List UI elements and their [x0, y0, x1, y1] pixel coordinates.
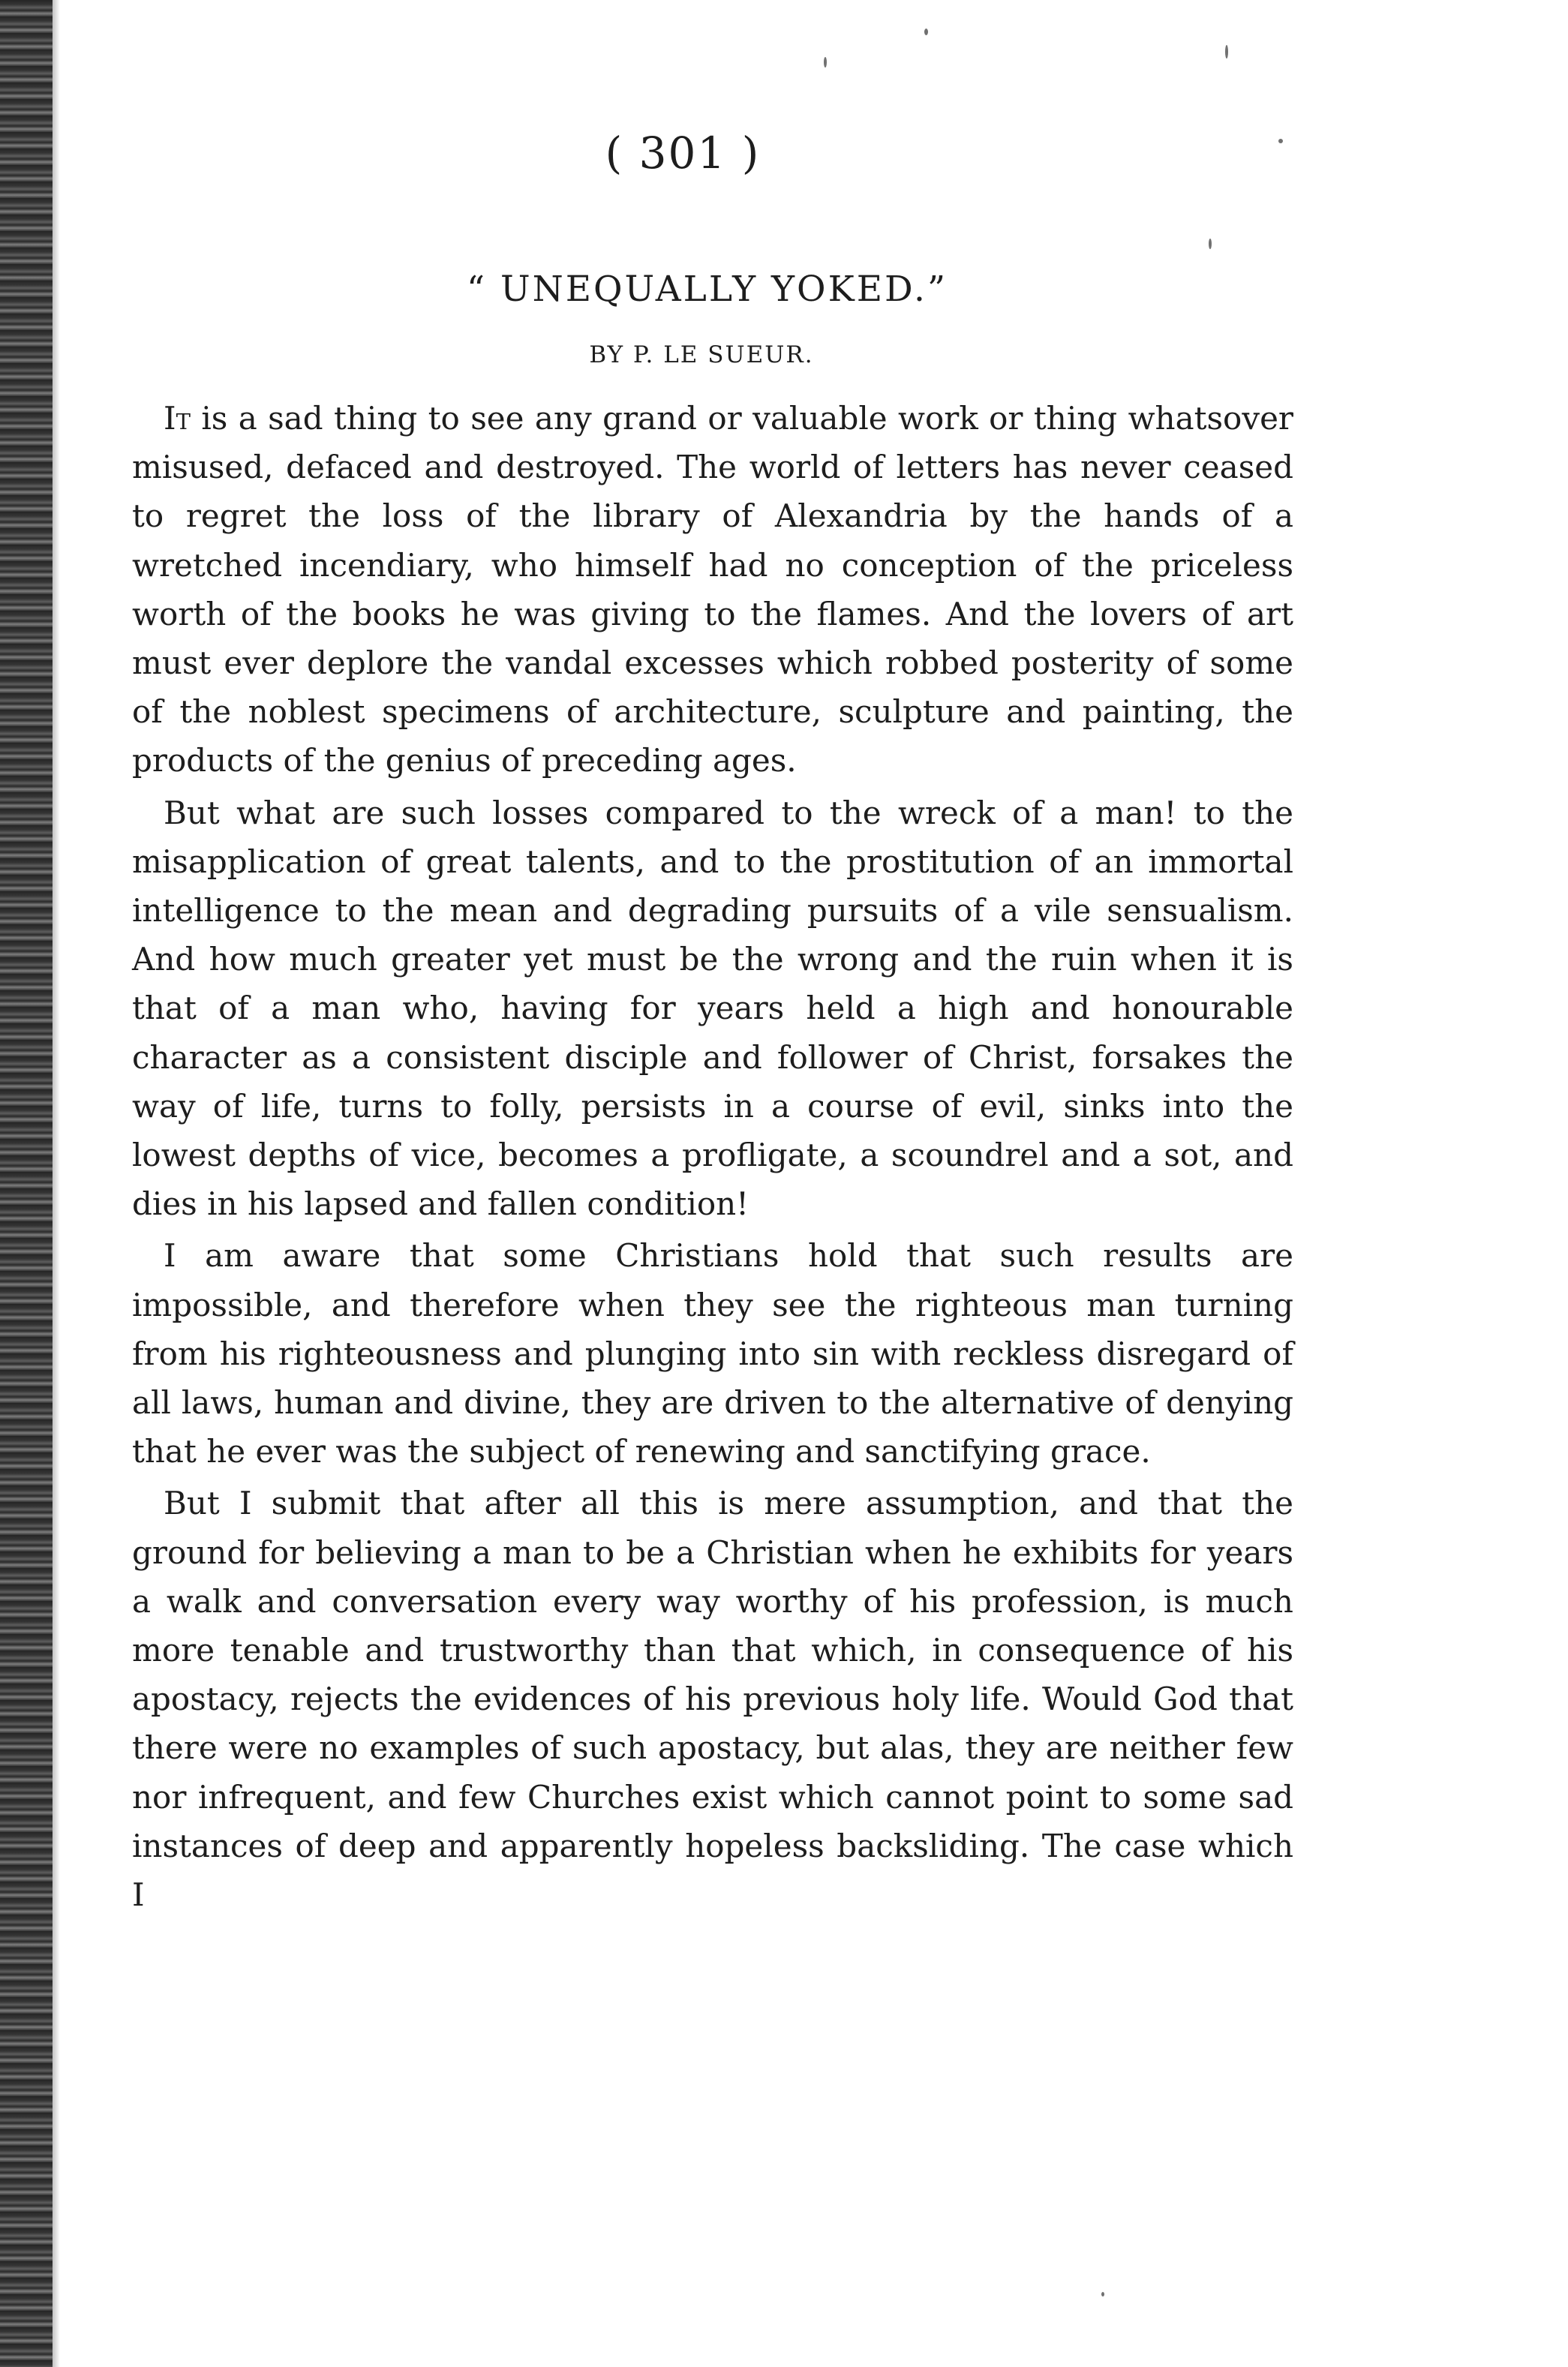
article-byline: BY P. LE SUEUR. — [589, 341, 814, 368]
paragraph-4 — [132, 1479, 1293, 1919]
book-page — [132, 128, 1293, 1919]
paragraph-text: But I submit that after all this is mere assumption, and that the ground for believing a man to be a Christian when he exhibits for years a walk and conversation every way worthy of his profession, is much more tenable and trustworthy than that which, in consequence of his apostacy, rejects the evidences of his previous holy life. Would God that there were no examples of such apostacy, but alas, they are neither few nor infrequent, and few Churches exist which cannot point to some sad instances of deep and apparently hopeless backsliding. The case which I — [132, 1485, 1293, 1914]
print-speck — [824, 57, 827, 68]
paragraph-lead: It — [164, 400, 191, 437]
article-body — [132, 394, 1293, 1919]
paragraph-text: is a sad thing to see any grand or valuable work or thing whatsover misused, defaced and destroyed. The world of letters has never ceased to regret the loss of the library of Alexandria by the hands of a wretched incendiary, who himself had no conception of the priceless worth of the books he was giving to the flames. And the lovers of art must ever deplore the vandal excesses which robbed posterity of some of the noblest specimens of architecture, sculpture and painting, the products of the genius of preceding ages. — [132, 400, 1293, 779]
paragraph-2 — [132, 788, 1293, 1229]
print-speck — [1225, 45, 1228, 59]
paragraph-3 — [132, 1231, 1293, 1476]
paragraph-1 — [132, 394, 1293, 785]
book-binding-edge — [0, 0, 53, 2367]
paragraph-text: But what are such losses compared to the wreck of a man! to the misapplication of great talents, and to the prostitution of an immortal intelligence to the mean and degrading pursuits of a vile sensualism. And how much greater yet must be the wrong and the ruin when it is that of a man who, having for years held a high and honourable character as a consistent disciple and follower of Christ, forsakes the way of life, turns to folly, persists in a course of evil, sinks into the lowest depths of vice, becomes a profligate, a scoundrel and a sot, and dies in his lapsed and fallen condition! — [132, 794, 1293, 1223]
article-title: “ UNEQUALLY YOKED.” — [467, 269, 948, 310]
print-speck — [924, 29, 928, 35]
paragraph-text: I am aware that some Christians hold that such results are impossible, and therefore when they see the righteous man turning from his righteousness and plunging into sin with reckless disregard of all laws, human and divine, they are driven to the alternative of denying that he ever was the subject of renewing and sanctifying grace. — [132, 1237, 1293, 1470]
page-number: ( 301 ) — [605, 128, 761, 179]
print-speck — [1101, 2292, 1104, 2296]
